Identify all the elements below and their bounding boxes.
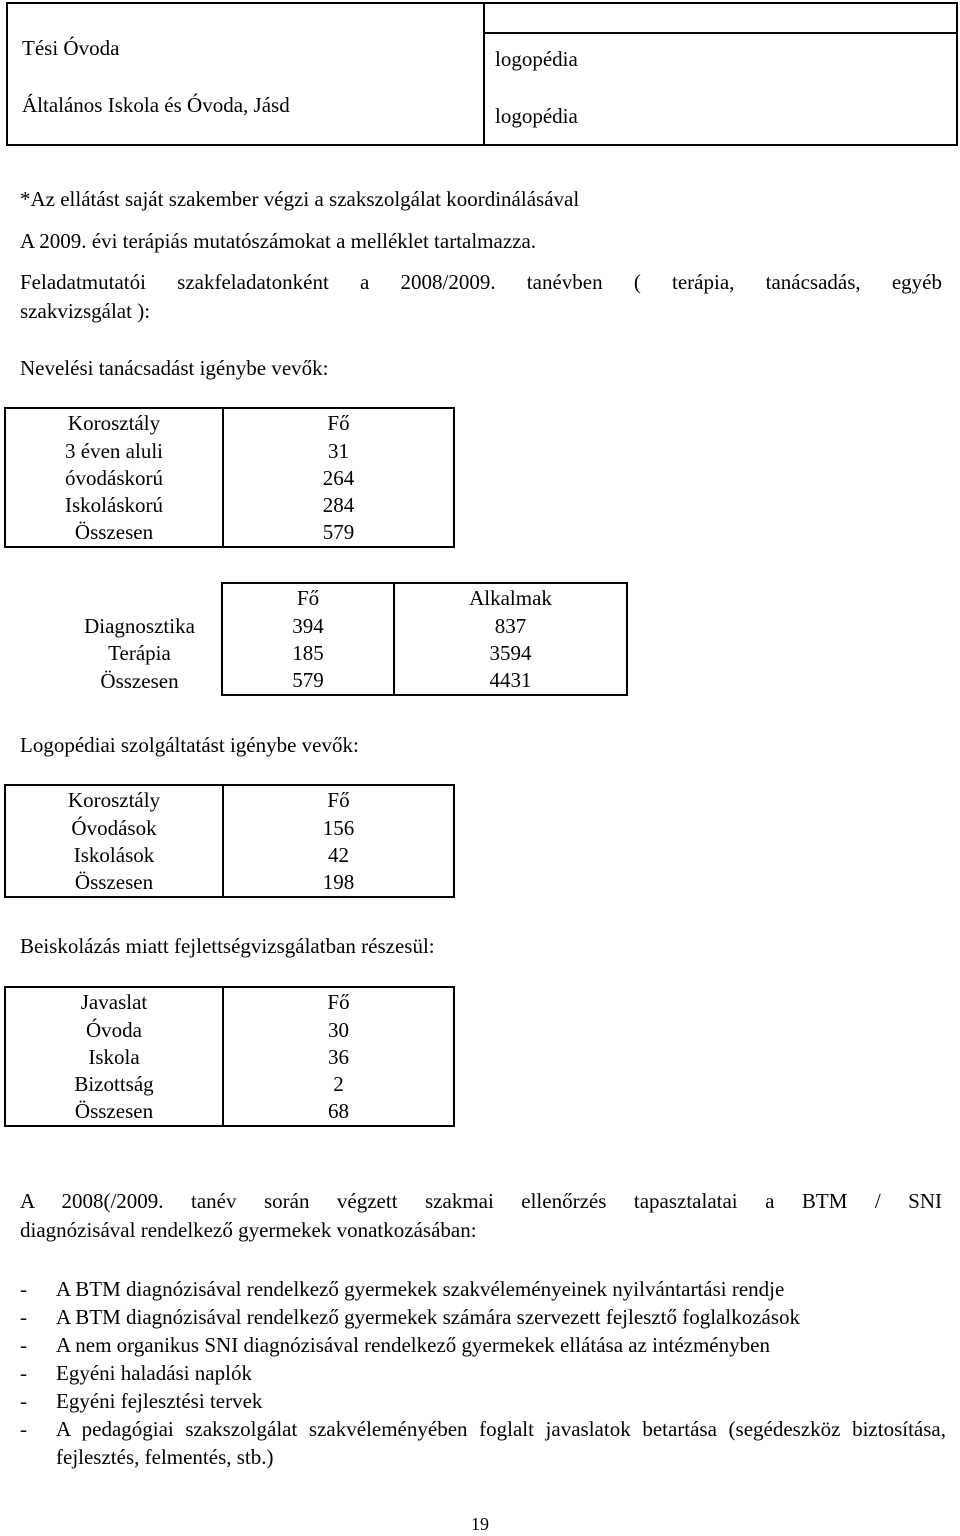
header-blank-row <box>485 4 956 34</box>
table-header-row <box>5 785 454 815</box>
column-header: Fő <box>223 408 454 438</box>
table-cell: 198 <box>223 869 454 897</box>
institution-name: Általános Iskola és Óvoda, Jásd <box>22 93 290 117</box>
note-line: *Az ellátást saját szakember végzi a szakszolgálat koordinálásával <box>20 187 580 211</box>
table-cell: 579 <box>222 667 394 695</box>
table-cell: 4431 <box>394 667 627 695</box>
table-cell: 2 <box>223 1071 454 1098</box>
list-item-text: A BTM diagnózisával rendelkező gyermekek szakvéleményeinek nyilvántartási rendje <box>56 1277 785 1301</box>
table-header-row <box>5 987 454 1017</box>
list-item <box>20 1387 946 1415</box>
note-line: A 2009. évi terápiás mutatószámokat a melléklet tartalmazza. <box>20 229 537 253</box>
table-cell: óvodáskorú <box>5 465 223 492</box>
table-cell: 579 <box>223 519 454 547</box>
list-item <box>20 1331 946 1359</box>
table-cell: Összesen <box>5 1098 223 1126</box>
table-cell: 185 <box>222 640 394 667</box>
list-item-text: Egyéni fejlesztési tervek <box>56 1389 263 1413</box>
table-cell: Iskola <box>5 1044 223 1071</box>
institution-name: Tési Óvoda <box>22 36 120 60</box>
institution-service: logopédia <box>495 47 578 71</box>
column-header: Fő <box>222 583 394 613</box>
dash-bullet: - <box>20 1417 27 1441</box>
dash-bullet: - <box>20 1305 27 1329</box>
table-row <box>5 465 454 492</box>
table-cell: 68 <box>223 1098 454 1126</box>
table-cell: Óvoda <box>5 1017 223 1044</box>
section-heading: Beiskolázás miatt fejlettségvizsgálatban részesül: <box>20 934 435 958</box>
table-cell: Bizottság <box>5 1071 223 1098</box>
dash-bullet: - <box>20 1333 27 1357</box>
list-item <box>20 1303 946 1331</box>
table-row <box>5 1044 454 1071</box>
table-row <box>5 1098 454 1126</box>
institutions-table <box>6 2 958 146</box>
table-cell: Iskoláskorú <box>5 492 223 519</box>
page-number: 19 <box>471 1514 489 1534</box>
table-cell: 36 <box>223 1044 454 1071</box>
inspection-intro-line: A 2008(/2009. tanév során végzett szakmai ellenőrzés tapasztalatai a BTM / SNI <box>20 1189 942 1213</box>
section-heading: Logopédiai szolgáltatást igénybe vevők: <box>20 733 359 757</box>
dash-bullet: - <box>20 1277 27 1301</box>
table-cell: 30 <box>223 1017 454 1044</box>
institution-service: logopédia <box>495 104 578 128</box>
table-row <box>58 640 627 667</box>
column-header: Javaslat <box>5 987 223 1017</box>
dash-bullet: - <box>20 1389 27 1413</box>
table-row <box>5 842 454 869</box>
table-header-row <box>5 408 454 438</box>
column-header: Fő <box>223 785 454 815</box>
table-cell: Diagnosztika <box>58 613 222 640</box>
column-header: Korosztály <box>5 408 223 438</box>
table-cell: 284 <box>223 492 454 519</box>
table-cell: Összesen <box>58 667 222 695</box>
table-row <box>5 815 454 842</box>
table-cell: 42 <box>223 842 454 869</box>
table-cell: 156 <box>223 815 454 842</box>
table-cell: Terápia <box>58 640 222 667</box>
table-cell: Összesen <box>5 869 223 897</box>
diagnostics-table <box>58 582 628 696</box>
table-cell: 394 <box>222 613 394 640</box>
column-header: Korosztály <box>5 785 223 815</box>
note-line: szakvizsgálat ): <box>20 299 151 323</box>
table-cell: Óvodások <box>5 815 223 842</box>
beiskolazas-table <box>4 986 455 1127</box>
table-cell: 31 <box>223 438 454 465</box>
section-heading: Nevelési tanácsadást igénybe vevők: <box>20 356 329 380</box>
table-cell: 264 <box>223 465 454 492</box>
dash-bullet: - <box>20 1361 27 1385</box>
inspection-list <box>20 1275 946 1471</box>
empty-corner-cell <box>58 583 222 613</box>
table-row <box>5 1017 454 1044</box>
institution-services-cell <box>484 3 957 145</box>
table-row <box>58 667 627 695</box>
column-header: Alkalmak <box>394 583 627 613</box>
table-row <box>5 1071 454 1098</box>
list-item-text: A BTM diagnózisával rendelkező gyermekek számára szervezett fejlesztő foglalkozások <box>56 1305 801 1329</box>
list-item-text: A pedagógiai szakszolgálat szakvéleményében foglalt javaslatok betartása (segédeszköz biztosítása, fejlesztés, felmentés, stb.) <box>56 1417 946 1469</box>
table-cell: Iskolások <box>5 842 223 869</box>
note-line: Feladatmutatói szakfeladatonként a 2008/2009. tanévben ( terápia, tanácsadás, egyéb <box>20 270 942 294</box>
institution-names-cell <box>7 3 484 145</box>
table-header-row <box>58 583 627 613</box>
list-item <box>20 1415 946 1471</box>
logopedia-table <box>4 784 455 898</box>
inspection-intro-line: diagnózisával rendelkező gyermekek vonatkozásában: <box>20 1218 477 1242</box>
table-row <box>5 438 454 465</box>
list-item <box>20 1275 946 1303</box>
table-row <box>5 869 454 897</box>
column-header: Fő <box>223 987 454 1017</box>
table-cell: 3 éven aluli <box>5 438 223 465</box>
table-row <box>58 613 627 640</box>
table-cell: 837 <box>394 613 627 640</box>
table-cell: Összesen <box>5 519 223 547</box>
list-item <box>20 1359 946 1387</box>
table-row <box>5 519 454 547</box>
table-cell: 3594 <box>394 640 627 667</box>
table-row <box>5 492 454 519</box>
list-item-text: A nem organikus SNI diagnózisával rendelkező gyermekek ellátása az intézményben <box>56 1333 770 1357</box>
list-item-text: Egyéni haladási naplók <box>56 1361 252 1385</box>
nevelesi-table <box>4 407 455 548</box>
